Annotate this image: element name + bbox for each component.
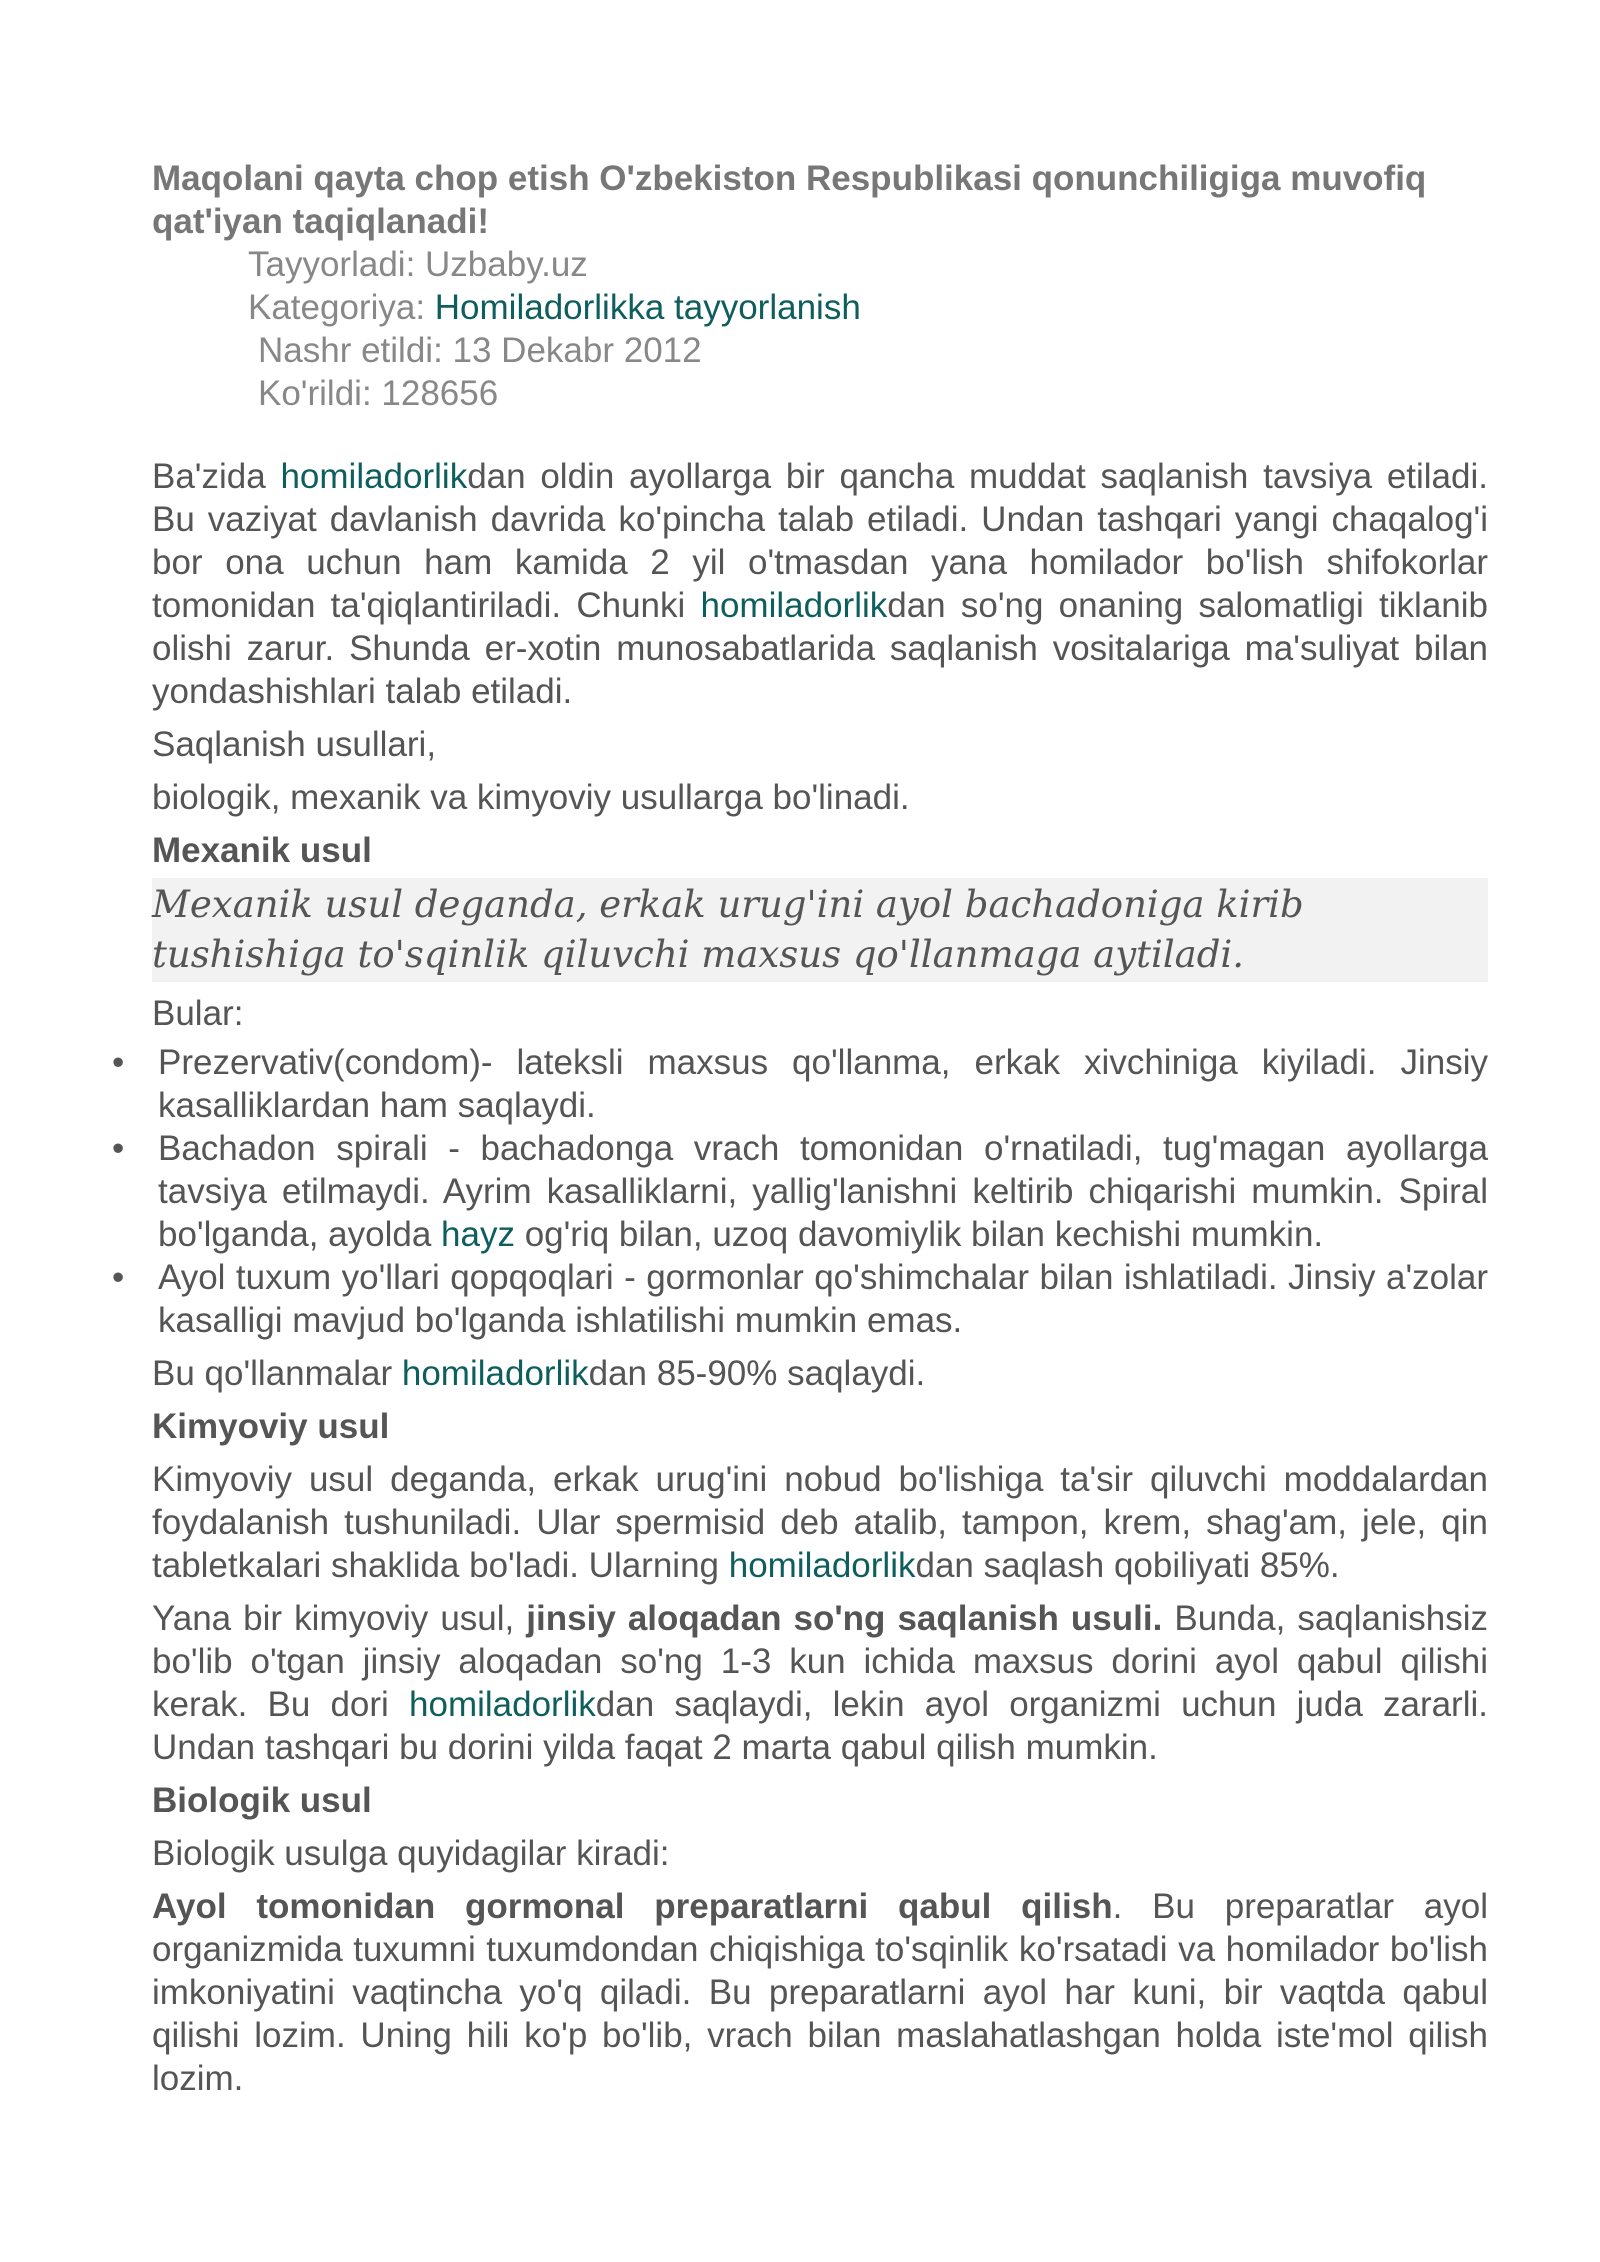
emergency-method-bold: jinsiy aloqadan so'ng saqlanish usuli. <box>526 1599 1163 1638</box>
kimyoviy-paragraph-2 <box>152 1597 1488 1769</box>
list-item <box>112 1041 1488 1127</box>
views-line: Ko'rildi: 128656 <box>258 374 499 413</box>
intro-paragraph <box>152 455 1488 713</box>
intro-text: dan oldin ayollarga bir qancha muddat saqlanish tavsiya etiladi. Bu vaziyat davlanish davrida ko'pincha talab etiladi. Undan tashqari yangi chaqalog'i bor ona uchun ham kamida 2 yil o'tmasdan yana homilador bo'lish shifokorlar tomonidan ta'qiqlantiriladi. Chunki <box>152 457 1488 625</box>
list-item-text: Bachadon spirali - bachadonga vrach tomonidan o'rnatiladi, tug'magan ayollarga tavsiya etilmaydi. Ayrim kasalliklarni, yallig'lanishni keltirib chiqarishi mumkin. Spiral bo'lganda, ayolda <box>158 1129 1488 1254</box>
list-item-text: Ayol tuxum yo'llari qopqoqlari - gormonlar qo'shimchalar bilan ishlatiladi. Jinsiy a'zolar kasalligi mavjud bo'lganda ishlatilishi mumkin emas. <box>158 1258 1488 1340</box>
article-content <box>112 157 1488 2100</box>
copyright-warning: Maqolani qayta chop etish O'zbekiston Respublikasi qonunchiligiga muvofiq qat'iyan taqiqlanadi! <box>152 159 1427 241</box>
mexanik-quote: Mexanik usul deganda, erkak urug'ini ayol bachadoniga kirib tushishiga to'sqinlik qiluvchi maxsus qo'llanmaga aytiladi. <box>152 878 1488 982</box>
kimyoviy-text: dan saqlaydi, lekin ayol organizmi uchun juda zararli. Undan tashqari bu dorini yilda faqat 2 marta qabul qilish mumkin. <box>152 1685 1488 1767</box>
published-line: Nashr etildi: 13 Dekabr 2012 <box>258 331 702 370</box>
hayz-link[interactable]: hayz <box>441 1215 515 1254</box>
author-line: Tayyorladi: Uzbaby.uz <box>248 245 588 284</box>
bullet-icon: • <box>112 1129 125 1168</box>
list-item-text: og'riq bilan, uzoq davomiylik bilan kechishi mumkin. <box>514 1215 1324 1254</box>
intro-text: dan so'ng onaning salomatligi tiklanib olishi zarur. Shunda er-xotin munosabatlarida saqlanish vositalariga ma'suliyat bilan yondashishlari talab etiladi. <box>152 586 1488 711</box>
category-label: Kategoriya: <box>248 288 435 327</box>
homiladorlik-link[interactable]: homiladorlik <box>728 1546 916 1585</box>
kimyoviy-paragraph <box>152 1458 1488 1587</box>
summary-text: dan 85-90% saqlaydi. <box>588 1354 926 1393</box>
category-line <box>152 286 1488 329</box>
intro-text: Ba'zida <box>152 457 281 496</box>
kimyoviy-heading: Kimyoviy usul <box>152 1407 390 1446</box>
mexanik-list <box>112 1041 1488 1342</box>
bular-label: Bular: <box>152 994 244 1033</box>
homiladorlik-link[interactable]: homiladorlik <box>280 457 468 496</box>
mexanik-heading: Mexanik usul <box>152 831 372 870</box>
methods-intro: Saqlanish usullari, <box>152 725 437 764</box>
kimyoviy-text: Yana bir kimyoviy usul, <box>152 1599 527 1638</box>
kimyoviy-text: Bunda, saqlanishsiz bo'lib o'tgan jinsiy aloqadan so'ng 1-3 kun ichida maxsus dorini ayol qabul qilishi kerak. Bu dori <box>152 1599 1488 1724</box>
summary-text: Bu qo'llanmalar <box>152 1354 402 1393</box>
biologik-heading: Biologik usul <box>152 1781 372 1820</box>
biologik-paragraph <box>152 1885 1488 2100</box>
homiladorlik-link[interactable]: homiladorlik <box>401 1354 589 1393</box>
mexanik-summary <box>152 1352 1488 1395</box>
methods-list-text: biologik, mexanik va kimyoviy usullarga bo'linadi. <box>152 778 910 817</box>
homiladorlik-link[interactable]: homiladorlik <box>409 1685 596 1724</box>
kimyoviy-text: Kimyoviy usul deganda, erkak urug'ini nobud bo'lishiga ta'sir qiluvchi moddalardan foydalanish tushuniladi. Ular spermisid deb atalib, tampon, krem, shag'am, jele, qin tabletkalari shaklida bo'ladi. Ularning <box>152 1460 1488 1585</box>
homiladorlik-link[interactable]: homiladorlik <box>700 586 888 625</box>
category-link[interactable]: Homiladorlikka tayyorlanish <box>434 288 861 327</box>
list-item-text: Prezervativ(condom)- lateksli maxsus qo'llanma, erkak xivchiniga kiyiladi. Jinsiy kasalliklardan ham saqlaydi. <box>158 1043 1488 1125</box>
bullet-icon: • <box>112 1258 125 1297</box>
list-item <box>112 1127 1488 1256</box>
hormonal-method-bold: Ayol tomonidan gormonal preparatlarni qabul qilish <box>152 1887 1113 1926</box>
biologik-text: . Bu preparatlar ayol organizmida tuxumni tuxumdondan chiqishiga to'sqinlik ko'rsatadi va homilador bo'lish imkoniyatini vaqtincha yo'q qiladi. Bu preparatlarni ayol har kuni, bir vaqtda qabul qilishi lozim. Uning hili ko'p bo'lib, vrach bilan maslahatlashgan holda iste'mol qilish lozim. <box>152 1887 1488 2098</box>
kimyoviy-text: dan saqlash qobiliyati 85%. <box>915 1546 1340 1585</box>
biologik-intro: Biologik usulga quyidagilar kiradi: <box>152 1834 670 1873</box>
bullet-icon: • <box>112 1043 125 1082</box>
list-item <box>112 1256 1488 1342</box>
